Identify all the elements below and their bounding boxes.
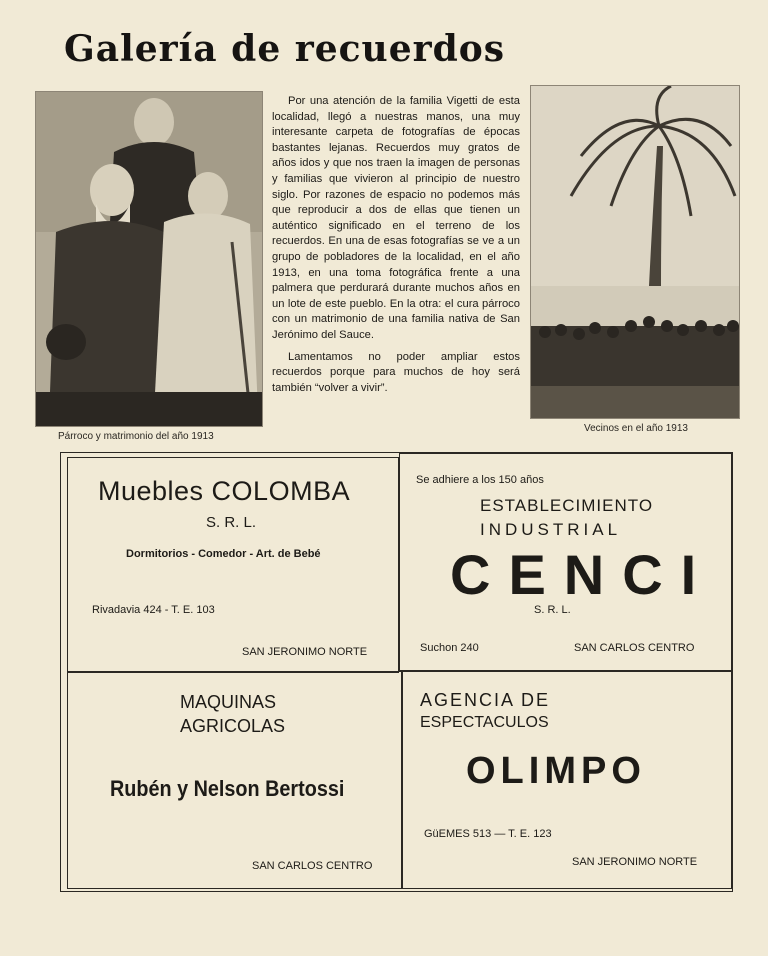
cenci-name: CENCI [450, 543, 715, 606]
cenci-address: Suchon 240 [420, 642, 479, 654]
ad-cenci [399, 453, 732, 671]
olimpo-name: OLIMPO [466, 750, 646, 792]
photo-neighbors-palm [530, 85, 740, 419]
cenci-city: SAN CARLOS CENTRO [574, 642, 695, 654]
article-text [272, 94, 520, 402]
colomba-city: SAN JERONIMO NORTE [242, 646, 368, 658]
bertossi-city: SAN CARLOS CENTRO [252, 860, 373, 872]
photo-priest-and-couple [35, 91, 263, 427]
bertossi-line2: AGRICOLAS [180, 716, 286, 736]
colomba-address: Rivadavia 424 - T. E. 103 [92, 604, 215, 616]
cenci-srl: S. R. L. [534, 604, 571, 616]
bertossi-line1: MAQUINAS [180, 692, 277, 712]
ad-olimpo [401, 671, 732, 889]
olimpo-address: GüEMES 513 — T. E. 123 [424, 828, 552, 840]
right-photo-caption: Vecinos en el año 1913 [584, 423, 688, 434]
cenci-line2: INDUSTRIAL [480, 520, 622, 539]
cenci-note: Se adhiere a los 150 años [416, 474, 544, 486]
left-photo-caption: Párroco y matrimonio del año 1913 [58, 431, 214, 442]
ad-bertossi [67, 671, 403, 889]
ad-muebles-colomba [67, 457, 399, 673]
olimpo-city: SAN JERONIMO NORTE [572, 856, 698, 868]
advertisements [60, 452, 733, 892]
bertossi-name: Rubén y Nelson Bertossi [110, 776, 345, 801]
article-paragraph-2: Lamentamos no poder ampliar estos recuerdos porque para muchos de hoy será también “volver a vivir”. [272, 350, 520, 394]
page-title: Galería de recuerdos [64, 28, 506, 70]
colomba-srl: S. R. L. [206, 514, 257, 531]
colomba-products: Dormitorios - Comedor - Art. de Bebé [126, 548, 321, 560]
article-paragraph-1: Por una atención de la familia Vigetti de esta localidad, llegó a nuestras manos, una muy interesante carpeta de fotografías de épocas bastantes lejanas. Recuerdos muy gratos de años idos y que nos traen la imagen de personas y familias que vivieron al principio de nuestro siglo. Por razones de espacio no podemos más que reproducir a dos de ellas que tienen un auténtico significado en el terreno de los recuerdos. En una de esas fotografías se ve a un grupo de pobladores de la localidad, en el año 1913, en una toma fotográfica frente a una palmera que perdurará durante muchos años en un lote de este pueblo. En la otra: el cura párroco con un matrimonio de una familia nativa de San Jerónimo del Sauce. [272, 95, 520, 341]
cenci-line1: ESTABLECIMIENTO [480, 496, 654, 515]
colomba-name: Muebles COLOMBA [98, 476, 351, 506]
olimpo-line2: ESPECTACULOS [420, 714, 549, 731]
olimpo-line1: AGENCIA DE [420, 690, 551, 710]
